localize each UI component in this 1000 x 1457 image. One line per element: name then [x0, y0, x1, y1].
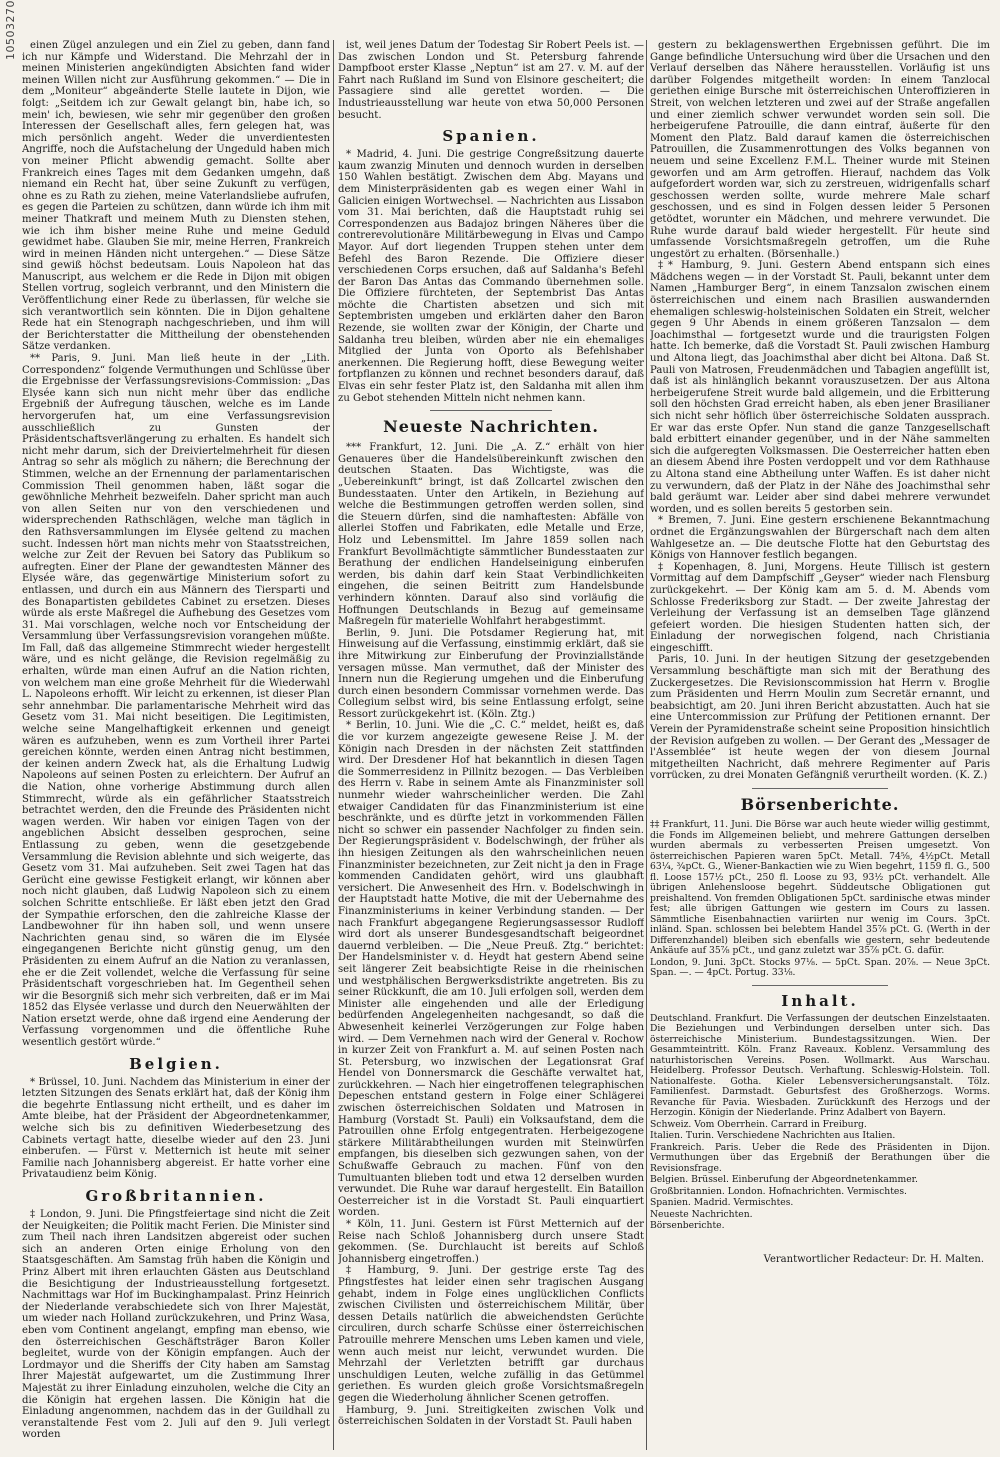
article-bruessel: * Brüssel, 10. Juni. Nachdem das Ministerium in einer der letzten Sitzungen des Senats erklärt hat, daß der König ihm die begehrte Entlassung nicht ertheilt, und es daher im Amte bleibe, hat der Präsident der Abgeordnetenkammer, welche sich bis zu definitiven Wiederbesetzung des Cabinets vertagt hatte, dieselbe wieder auf den 23. Juni einberufen. — Fürst v. Metternich ist heute mit seiner Familie nach Johannisberg abgereist. Er hatte vorher eine Privataudienz beim König.: [22, 1076, 330, 1181]
article-bremen: * Bremen, 7. Juni. Eine gestern erschienene Bekanntmachung ordnet die Ergänzungswahlen der Bürgerschaft nach dem alten Wahlgesetze an. — Die deutsche Flotte hat den Geburtstag des Königs von Hannover festlich begangen.: [650, 515, 990, 562]
article-hamburg-3: ‡* Hamburg, 9. Juni. Gestern Abend entspann sich eines Mädchens wegen — in der Vorstadt St. Pauli, bekannt unter dem Namen „Hamburger Berg“, in einem Tanzsalon zwischen einem österreichischen und einem nach Brasilien auswandernden ehemaligen schleswig-holsteinischen Soldaten ein Streit, welcher gegen 9 Uhr Abends in einem größeren Tanzsalon — dem Joachimsthal — fortgesetzt wurde und die traurigsten Folgen hatte. Ich bemerke, daß die Vorstadt St. Pauli zwischen Hamburg und Altona liegt, das Joachimsthal aber dicht bei Altona. Daß St. Pauli von Matrosen, Freudenmädchen und Tabagien angefüllt ist, daß ist als hinlänglich bekannt vorauszusetzen. Der aus Altona herbeigerufene Streit wurde bald allgemein, und die Erbitterung soll den höchsten Grad erreicht haben, als eben jener Brasilianer sich nicht sehr höflich über österreichische Soldaten aussprach. Er war das erste Opfer. Nun stand die ganze Tanzgesellschaft bald erbittert einander gegenüber, und in der Nähe sammelten sich die aufgeregten Volksmassen. Die Oesterreicher hatten eben an diesem Abend ihre Posten verdoppelt und vor dem Rathhause zu Altona stand eine Abtheilung unter Waffen. Es ist daher nicht zu verwundern, daß der Platz in der Nähe des Joachimsthal sehr bald geräumt war. Leider aber sind dabei mehrere verwundet worden, und es sollen bereits 5 gestorben sein.: [650, 260, 990, 515]
article-paragraph: gestern zu beklagenswerthen Ergebnissen geführt. Die im Gange befindliche Untersuchung wird über die Ursachen und den Verlauf derselben das Nähere herausstellen. Vorläufig ist uns darüber Folgendes mitgetheilt worden: In einem Tanzlocal geriethen einige Bursche mit österreichischen Unteroffizieren in Streit, von welchen letzteren und zwei auf der Straße angefallen und einer ziemlich schwer verwundet worden sein soll. Die herbeigerufene Patrouille, die dann eintraf, äußerte für den Moment den Platz. Bald darauf kamen die österreichischen Patrouillen, die Zusammenrottungen des Volks begannen von neuem und seine Excellenz F.M.L. Theiner wurde mit Steinen geworfen und am Arm getroffen. Hierauf, nachdem das Volk aufgefordert worden war, sich zu zerstreuen, widrigenfalls scharf geschossen werden sollte, wurde mehrere Male scharf geschossen, und es sind in Folgen dessen leider 5 Personen getödtet, worunter ein Mädchen, und mehrere verwundet. Die Ruhe wurde darauf bald wieder hergestellt. Für heute sind umfassende Vorsichtsmaßregeln getroffen, um die Ruhe ungestört zu erhalten. (Börsenhalle.): [650, 40, 990, 260]
column-rule: [646, 40, 647, 1450]
column-rule: [333, 40, 334, 1450]
separator: [430, 410, 552, 411]
section-head-grossbritannien: Großbritannien.: [85, 1187, 267, 1205]
article-kopenhagen: ‡ Kopenhagen, 8. Juni, Morgens. Heute Tillisch ist gestern Vormittag auf dem Dampfschiff „Geyser“ wieder nach Flensburg zurückgekehrt. — Der König kam am 5. d. M. Abends vom Schlosse Frederiksborg zur Stadt. — Der zweite Jahrestag der Verleihung der Verfassung ist an demselben Tage glänzend gefeiert worden. Die hiesigen Studenten hatten sich, der Einladung der norwegischen folgend, nach Christiania eingeschifft.: [650, 561, 990, 654]
page-id: 10503270: [4, 0, 17, 60]
section-head-boerse: Börsenberichte.: [740, 795, 900, 814]
section-head-belgien: Belgien.: [129, 1054, 223, 1073]
column-3: [650, 40, 990, 1450]
article-paragraph: einen Zügel anzulegen und ein Ziel zu geben, dann fand ich nur Kämpfe und Widerstand. Die Mehrzahl der in meinen Ministerien angekündigten Absichten fand wider meinen Willen nicht zur Ausführung gekommen.“ — Die in dem „Moniteur“ abgeänderte Stelle lautete in Dijon, wie folgt: „Seitdem ich zur Gewalt gelangt bin, habe ich, so mein' ich, bewiesen, wie sehr mir gegenüber den großen Interessen der Gesellschaft alles, fern gelegen hat, was mich persönlich angeht. Weder die unverdientesten Angriffe, noch die Aufstachelung der Ungeduld haben mich von meiner Pflicht abwendig gemacht. Sollte aber Frankreich eines Tages mit dem Gedanken umgehn, daß niemand ein Recht hat, über seine Zukunft zu verfügen, ohne es zu Rath zu ziehen, meine Vaterlandsliebe aufrufen, es gegen die Parteien zu schützen, dann würde ich ihm mit meiner Thatkraft und meinem Muth zu Diensten stehen, wie ich ihm bisher meine Ruhe und meine Geduld gewidmet habe. Glauben Sie mir, meine Herren, Frankreich wird in meinen Händen nicht untergehen.“ — Diese Sätze sind gewiß höchst bedeutsam. Louis Napoleon hat das Manuscript, aus welchem er die Rede in Dijon mit obigen Stellen vortrug, sogleich verbrannt, und den Ministern die Veröffentlichung einer Rede zu überlassen, für welche sie sich verantwortlich sein könnten. Die in Dijon gehaltene Rede hat ein Stenograph nachgeschrieben, und ihm will der Berichterstatter die Mittheilung der obenstehenden Sätze verdanken.: [22, 40, 330, 353]
column-2: [338, 40, 644, 1450]
section-head-inhalt: Inhalt.: [781, 991, 859, 1010]
section-head-spanien: Spanien.: [442, 127, 540, 146]
article-boerse-london: London, 9. Juni. 3pCt. Stocks 97⅛. — 5pCt. Span. 20⅞. — Neue 3pCt. Span. —. — 4pCt. Portug. 33⅛.: [650, 956, 990, 978]
article-paris-2: Paris, 10. Juni. In der heutigen Sitzung der gesetzgebenden Versammlung beschäftigte man sich mit der Berathung des Zuckergesetzes. Die Revisionscommission hat Herrn v. Broglie zum Präsidenten und Herrn Moulin zum Secretär ernannt, und beabsichtigt, am 20. Juni ihren Bericht abzustatten. Auch hat sie eine Untercommission zur Prüfung der Petitionen ernannt. Der Verein der Pyramidenstraße scheint seine Proposition hinsichtlich der Revision aufgeben zu wollen. — Der Gerant des „Messager de l'Assemblée“ ist heute wegen der von diesem Journal mitgetheilten Nachricht, daß mehrere Regimenter auf Paris vorrücken, zu drei Monaten Gefängniß verurtheilt worden. (K. Z.): [650, 654, 990, 782]
article-boerse-frankfurt: ‡‡ Frankfurt, 11. Juni. Die Börse war auch heute wieder willig gestimmt, die Fonds im Allgemeinen beliebt, und mehrere Gattungen derselben wurden abermals zu verbesserten Preisen umgesetzt. Von österreichischen Papieren waren 5pCt. Metall. 74⅝, 4½pCt. Metall 63¼, ¾pCt. G., Wiener-Bankactien wie zu Wien begehrt, 1159 fl. G., 500 fl. Loose 157½ pCt., 250 fl. Loose zu 93, 93½ pCt. verhandelt. Alle übrigen Anlehensloose begehrt. Süddeutsche Obligationen gut preishaltend. Von fremden Obligationen 5pCt. sardinische etwas minder fest; alle übrigen Gattungen wie gestern im Cours zu lassen. Sämmtliche Eisenbahnactien variirten nur wenig im Cours. 3pCt. inländ. Span. schlossen bei belebtem Handel 35⅞ pCt. G. (Werth in der Differenzhandel) bleiben sich ebenfalls wie gestern, sehr bedeutende Ankäufe auf 35⅞ pCt., und ganz zuletzt war 35⅞ pCt. G. dafür.: [650, 819, 990, 956]
editor-line: Verantwortlicher Redacteur: Dr. H. Malten.: [763, 1253, 984, 1265]
article-berlin-1: Berlin, 9. Juni. Die Potsdamer Regierung hat, mit Hinweisung auf die Verfassung, einstimmig erklärt, daß sie ihre Mitwirkung zur Einberufung der Provinziallstände versagen müsse. Man vermuthet, daß der Minister des Innern nun die Regierung umgehen und die Einberufung durch einen besondern Commissar vornehmen werde. Das Collegium selbst wird, bis seine Entlassung erfolgt, seine Ressort zurückgekehrt ist. (Köln. Ztg.): [338, 627, 644, 720]
boerse-block: [650, 820, 990, 979]
article-berlin-2: * Berlin, 10. Juni. Wie die „C. C.“ meldet, heißt es, daß die vor kurzem angezeigte gewesene Reise J. M. der Königin nach Dresden in der nächsten Zeit stattfinden wird. Der Dresdener Hof hat bekanntlich in diesen Tagen die Sommerresidenz in Pillnitz bezogen. — Das Verbleiben des Herrn v. Rabe in seinem Amte als Finanzminister soll nunmehr wieder wahrscheinlicher werden. Die Zahl etwaiger Candidaten für das Finanzministerium ist eine beschränkte, und es dürfte jetzt in vorkommenden Fällen nicht so schwer ein passender Nachfolger zu finden sein. Der Regierungspräsident v. Bodelschwingh, der früher als ihn hiesigen Zeitungen als den wahrscheinlichen neuen Finanzminister bezeichneten, zur Zeit nicht ja den in Frage kommenden Candidaten gehört, wird uns glaubhaft versichert. Die Anwesenheit des Hrn. v. Bodelschwingh in der Hauptstadt hatte Motive, die mit der Uebernahme des Finanzministeriums in keiner Verbindung standen. — Der nach Frankfurt abgegangene Regierungsassessor Rudloff wird dort als unserer Bundesgesandtschaft beigeordnet dauernd verbleiben. — Die „Neue Preuß. Ztg.“ berichtet: Der Handelsminister v. d. Heydt hat gestern Abend seine seit längerer Zeit beabsichtigte Reise in die rheinischen und westphälischen Bergwerksdistrikte angetreten. Bis zu seiner Rückkunft, die am 10. Juli erfolgen soll, werden dem Minister alle eingehenden und alle der Erledigung bedürfenden Angelegenheiten nachgesandt, so daß die Abwesenheit keinerlei Verzögerungen zur Folge haben wird. — Dem Vernehmen nach wird der General v. Rochow in kurzer Zeit von Frankfurt a. M. auf seinen Posten nach St. Petersburg, wo inzwischen der Legationsrat Graf Hendel von Donnersmarck die Geschäfte verwaltet hat, zurückkehren. — Nach hier eingetroffenen telegraphischen Depeschen entstand gestern in Folge einer Schlägerei zwischen österreichischen Soldaten und Matrosen in Hamburg (Vorstadt St. Pauli) ein Volksaufstand, dem die Patrouillen ohne Erfolg entgegentraten. Herbeigezogene stärkere Militärabtheilungen wurden mit Steinwürfen empfangen, bis dieselben sich gezwungen sahen, von der Schußwaffe Gebrauch zu machen. Fünf von den Tumultuanten blieben todt und etwa 12 derselben wurden verwundet. Die Ruhe war darauf hergestellt. Ein Bataillon Oesterreicher ist in die Vorstadt St. Pauli einquartiert worden.: [338, 720, 644, 1219]
article-madrid: * Madrid, 4. Juni. Die gestrige Congreßsitzung dauerte kaum zwanzig Minuten und dennoch wurden in derselben 150 Wahlen bestätigt. Zwischen dem Abg. Mayans und dem Ministerpräsidenten gab es wegen einer Wahl in Galicien einigen Wortwechsel. — Nachrichten aus Lissabon vom 31. Mai berichten, daß die Hauptstadt ruhig sei Correspondenzen aus Badajoz bringen Näheres über die contrerevolutionäre Militärbewegung in Elvas und Campo Mayor. Auf dort liegenden Truppen stehen unter dem Befehl des Baron Rezende. Die Offiziere dieser verschiedenen Corps ersuchen, daß auf Saldanha's Befehl der Baron Das Antas das Commando übernehmen solle. Die Offiziere fürchteten, der Septembrist Das Antas möchte die Chartisten absetzen und sich mit Septembristen umgeben und erklärten daher den Baron Rezende, sie wollten zwar der Königin, der Charte und Saldanha treu bleiben, würden aber nie ein ehemaliges Mitglied der Junta von Oporto als Befehlshaber anerkennen. Die Regierung hofft, diese Bewegung weiter fortpflanzen zu können und rechnet besonders darauf, daß Elvas ein sehr fester Platz ist, den Saldanha mit allen ihm zu Gebot stehenden Mitteln nicht nehmen kann.: [338, 149, 644, 404]
separator: [752, 788, 888, 789]
toc-item: Spanien. Madrid. Vermischtes.: [650, 1197, 794, 1208]
toc-item: Großbritannien. London. Hofnachrichten. Vermischtes.: [650, 1185, 907, 1197]
column-1: [22, 40, 330, 1450]
toc-item: Italien. Turin. Verschiedene Nachrichten aus Italien.: [650, 1130, 896, 1141]
article-hamburg-1: ‡ Hamburg, 9. Juni. Der gestrige erste Tag des Pfingstfestes hat leider einen sehr tragischen Ausgang gehabt, indem in Folge eines unglücklichen Conflicts zwischen Civilisten und österreichischem Militär, über dessen Details natürlich die abweichendsten Gerüchte circuliren, durch scharfe Schüsse einer österreichischen Patrouille mehrere Menschen ums Leben kamen und viele, wenn auch meist nur leicht, verwundet wurden. Die Mehrzahl der Verletzten betrifft gar durchaus unschuldigen Leuten, welche zufällig in das Getümmel geriethen. Es wurden gleich große Vorsichtsmaßregeln gegen die Wiederholung ähnlicher Scenen getroffen.: [338, 1265, 644, 1404]
newspaper-page: [22, 40, 990, 1450]
toc-item: Belgien. Brüssel. Einberufung der Abgeordnetenkammer.: [650, 1174, 918, 1185]
toc-item: Neueste Nachrichten.: [650, 1208, 753, 1220]
toc-item: Schweiz. Vom Oberrhein. Carrard in Freiburg.: [650, 1118, 867, 1130]
article-hamburg-2: Hamburg, 9. Juni. Streitigkeiten zwischen Volk und österreichischen Soldaten in der Vorstadt St. Pauli haben: [338, 1404, 644, 1428]
separator: [752, 985, 888, 986]
article-paragraph: ist, weil jenes Datum der Todestag Sir Robert Peels ist. — Das zwischen London und St. Petersburg fahrende Dampfboot erster Klasse „Neptun“ ist am 27. v. M. auf der Fahrt nach Rußland im Sund von Elsinore gescheitert; die Passagiere sind alle gerettet worden. — Die Industrieausstellung war heute von etwa 50,000 Personen besucht.: [338, 40, 644, 121]
table-of-contents: [650, 1014, 990, 1232]
article-london: ‡ London, 9. Juni. Die Pfingstfeiertage sind nicht die Zeit der Neuigkeiten; die Politik macht Ferien. Die Minister sind zum Theil nach ihren Landsitzen abgereist oder suchen sich an anderen Orten einige Erholung von den Staatsgeschäften. Am Samstag früh haben die Königin und Prinz Albert mit ihren erlauchten Gästen aus Deutschland die Besichtigung der Industrieausstellung fortgesetzt. Nachmittags war Hof im Buckinghampalast. Prinz Heinrich der Niederlande verabschiedete sich von Ihrer Majestät, um wieder nach Holland zurückzukehren, und Prinz Wasa, eben vom Continent angelangt, empfing man ebenso, wie den österreichischen Geschäftsträger Baron Koller begleitet, wurde von der Königin empfangen. Auch der Lordmayor und die Sheriffs der City haben am Samstag Ihrer Majestät aufgewartet, um die Zustimmung Ihrer Majestät zu ihrer Einladung einzuholen, welche die City an die Königin hat ergehen lassen. Die Königin hat die Einladung angenommen, nachdem das in der Guildhall zu veranstaltende Fest vom 2. Juli auf den 9. Juli verlegt worden: [22, 1209, 330, 1441]
article-paris: ** Paris, 9. Juni. Man ließ heute in der „Lith. Correspondenz“ folgende Vermuthungen und Schlüsse über die Ergebnisse der Verfassungsrevisions-Commission: „Das Elysée kann sich nun nicht mehr über das endliche Ergebniß der Aufregung täuschen, welche es im Lande hervorgerufen hat, um eine Verfassungsrevision ausschließlich zu Gunsten der Präsidentschaftsverlängerung zu erhalten. Es handelt sich nicht mehr darum, sich der Dreiviertelmehrheit für diesen Antrag so sehr als möglich zu nähern; die Berechnung der Stimmen, welche an der Ernennung der parlamentarischen Commission Theil genommen haben, läßt sogar die gewöhnliche Mehrheit bezweifeln. Daher spricht man auch von allen Seiten nur von den verschiedenen und widersprechenden Rathschlägen, welche man täglich in den Rathsversammlungen im Elysée geltend zu machen sucht. Indessen hört man nichts mehr von Staatsstreichen, welche zur Zeit der Revuen bei Satory das Publikum so aufregten. Einer der Plane der gewandtesten Männer des Elysée wäre, das gegenwärtige Ministerium sofort zu entlassen, und durch ein aus Männern des Tiersparti und des Bonapartisten gebildetes Cabinet zu ersetzen. Dieses würde als erste Maßregel die Aufhebung des Gesetzes vom 31. Mai vorschlagen, welche noch vor Entscheidung der Versammlung über Verfassungsrevision vorangehen müßte. Im Fall, daß das allgemeine Stimmrecht wieder hergestellt wäre, und es nicht gelänge, die Revision regelmäßig zu erhalten, würde man einen Aufruf an die Nation richten, von welchem man eine große Mehrheit für die Wiederwahl L. Napoleons erhofft. Wir leicht zu erkennen, ist dieser Plan sehr annehmbar. Die parlamentarische Mehrheit wird das Gesetz vom 31. Mai nicht beseitigen. Die Legitimisten, welche seine Mangelhaftigkeit erkennen und geneigt wären es aufzuheben, wenn es zum Vortheil ihrer Partei gereichen könnte, werden einen Antrag nicht bestimmen, der keinen andern Zweck hat, als die Erhaltung Ludwig Napoleons auf seinen Posten zu erleichtern. Der Aufruf an die Nation, ohne vorherige Abstimmung durch allen Stimmrecht, würde als ein gefährlicher Staatsstreich betrachtet werden, den die Freunde des Präsidenten nicht wagen werden. Wir haben vor einigen Tagen von der angeblichen Absicht desselben gesprochen, seine Entlassung zu geben, wenn die gesetzgebende Versammlung die Revision ablehnte und sich weigerte, das Gesetz vom 31. Mai aufzuheben. Seit zwei Tagen hat das Gerücht eine gewisse Festigkeit erlangt, wir können aber noch nicht glauben, daß Ludwig Napoleon sich zu einem solchen Schritte entschließe. Er läßt eben jetzt den Grad der Sympathie erforschen, den die zahlreiche Klasse der Landbewohner für ihn haben soll, und wenn unsere Nachrichten genau sind, so wären die im Elysée eingegangenen Berichte nicht günstig genug, um den Präsidenten zu einem Aufruf an die Nation zu veranlassen, ehe er die Zeit vollendet, welche die Verfassung für seine Präsidentschaft vorgeschrieben hat. Im Gegentheil sehen wir die Besorgniß sich mehr sich verbreiten, daß er im Mai 1852 das Elysée verlasse und durch den Neuerwählten der Nation ersetzt werde, ohne daß irgend eine Aenderung der Verfassung vorgenommen und die öffentliche Ruhe wesentlich gestört würde.“: [22, 353, 330, 1049]
toc-item: Deutschland. Frankfurt. Die Verfassungen der deutschen Einzelstaaten. Die Beziehungen und Verbindungen derselben unter sich. Das österreichische Ministerium. Bundestagssitzungen. Wien. Der Gesammteintritt. Köln. Franz Raveaux. Koblenz. Versammlung des naturhistorischen Vereins. Posen. Wollmarkt. Aus Warschau. Heidelberg. Professor Deutsch. Verhaftung. Schleswig-Holstein. Toll. Nationalfeste. Gotha. Kieler Lebensversicherungsanstalt. Tölz. Familienfest. Darmstadt. Geburtsfest des Großherzogs. Worms. Revanche für Pavia. Wiesbaden. Zurückkunft des Herzogs und der Herzogin. Königin der Niederlande. Prinz Adalbert von Bayern.: [650, 1012, 990, 1118]
section-head-neueste: Neueste Nachrichten.: [383, 417, 599, 437]
article-frankfurt: *** Frankfurt, 12. Juni. Die „A. Z.“ erhält von hier Genaueres über die Handelsübereinkunft zwischen den deutschen Staaten. Das Wichtigste, was die „Uebereinkunft“ bringt, ist daß Zollcartel zwischen den Bundesstaaten. Unter den Artikeln, in Beziehung auf welche die Bestimmungen getroffen werden sollen, sind die Steuern dürfen, sind die namhaftesten: Abfälle von allerlei Stoffen und Fabrikaten, edle Metalle und Erze, Holz und Lebensmittel. Im Jahre 1859 sollen nach Frankfurt Bevollmächtigte sämmtlicher Bundesstaaten zur Berathung der endlichen Handelseinigung einberufen werden, bis dahin darf kein Staat Verbindlichkeiten eingehen, die seinen Beitritt zum Handelsbunde verhindern könnten. Darauf also sind vorläufig die Hoffnungen Deutschlands in Bezug auf gemeinsame Maßregeln für materielle Wohlfahrt herabgestimmt.: [338, 442, 644, 628]
toc-item: Frankreich. Paris. Ueber die Rede des Präsidenten in Dijon. Vermuthungen über das Ergebniß der Berathungen über die Revisionsfrage.: [650, 1141, 990, 1174]
toc-item: Börsenberichte.: [650, 1220, 725, 1231]
article-koeln: * Köln, 11. Juni. Gestern ist Fürst Metternich auf der Reise nach Schloß Johannisberg durch unsere Stadt gekommen. (Se. Durchlaucht ist bereits auf Schloß Johannisberg eingetroffen.): [338, 1219, 644, 1265]
